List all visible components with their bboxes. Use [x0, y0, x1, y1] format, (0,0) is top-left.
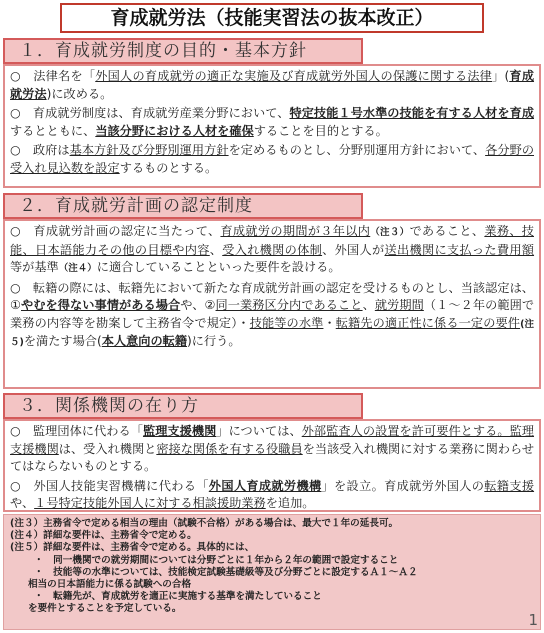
s1-paragraph-2: [10, 105, 534, 140]
note-5-bullet-2-cont: 相当の日本語能力に係る試験への合格: [28, 579, 192, 591]
text: 」については、: [216, 424, 302, 438]
underlined: 転籍支援: [484, 478, 535, 493]
emphasis: 当該分野における人材を確保: [95, 123, 254, 138]
underlined: 同一業務区分内であること: [215, 298, 363, 312]
text: （１～２年の範囲で業務の内容等を勘案して主務省令で規定）・: [10, 298, 535, 330]
text: を追加。: [265, 496, 315, 510]
underlined: 転籍先の適正性に係る一定の要件: [335, 315, 521, 330]
text: するものとする。: [119, 160, 218, 175]
note-5-bullet-3: ・ 転籍先が、育成就労を適正に実施する基準を満たしていること: [34, 591, 322, 603]
text: ・: [323, 315, 336, 330]
note-5-bullet-1: ・ 同一機関での就労期間については分野ごとに１年から２年の範囲で設定すること: [34, 554, 399, 566]
text: であること、: [409, 224, 485, 238]
underlined: 基本方針及び分野別運用方針: [69, 143, 229, 157]
underlined: 密接な関係を有する役職員: [156, 441, 303, 456]
note-ref: （注４）: [58, 263, 97, 274]
underlined: 育成就労の期間が３年以内: [220, 224, 371, 238]
text: 」を設立。育成就労外国人の: [321, 478, 485, 493]
section-2-body: [3, 219, 541, 389]
s1-paragraph-3: [10, 142, 534, 177]
note-5: (注５）詳細な要件は、主務省令で定める。具体的には、: [10, 542, 255, 554]
section-1-heading: １．育成就労制度の目的・基本方針: [3, 38, 363, 64]
text: 」(: [492, 69, 510, 83]
underlined: 技能等の水準: [249, 315, 324, 330]
text: するとともに、: [10, 123, 96, 138]
section-3-heading: ３．関係機関の在り方: [3, 393, 363, 419]
s1-paragraph-1: [10, 68, 534, 103]
text: 、: [362, 298, 375, 312]
text: ○ 政府は: [10, 143, 70, 157]
underlined: 業務、技能、日本語能力その他の目標や内容: [10, 224, 534, 257]
text: 、外国人が: [322, 242, 385, 257]
underlined: 送出機関に支払った費用額: [384, 242, 535, 257]
emphasis: やむを得ない事情がある場合: [21, 298, 181, 312]
underlined: 受入れ機関の体制: [222, 242, 323, 257]
text: に適合していることといった要件を設ける。: [96, 260, 341, 274]
text: ○ 外国人技能実習機構に代わる「: [10, 478, 209, 493]
page-title: 育成就労法（技能実習法の抜本改正）: [60, 3, 484, 33]
text: ○ 育成就労計画の認定に当たって、: [10, 224, 221, 238]
law-short-name: 育成就労法: [10, 69, 535, 101]
note-5-bullet-2: ・ 技能等の水準については、技能検定試験基礎級等及び分野ごとに設定するＡ１～Ａ２: [34, 566, 418, 578]
text: や、: [10, 496, 35, 510]
underlined: １号特定技能外国人に対する相談援助業務: [34, 496, 266, 510]
text: ○ 転籍の際には、転籍先において新たな育成就労計画の認定を受けるものとし、当該認定は、①: [10, 280, 534, 312]
note-3: (注３）主務省令で定める相当の理由（試験不合格）がある場合は、最大で１年の延長可。: [10, 518, 399, 529]
emphasis: 本人意向の転籍: [101, 334, 188, 348]
s3-paragraph-2: [10, 478, 534, 513]
text: 等が基準: [10, 260, 59, 274]
note-5-tail: を要件とすることを予定している。: [28, 603, 182, 615]
text: を満たす場合(: [23, 334, 102, 348]
s2-paragraph-1: [10, 223, 534, 278]
text: することを目的とする。: [253, 123, 388, 138]
underlined: 各分野の受入れ見込数を設定: [10, 143, 535, 175]
text: )に改める。: [46, 86, 113, 101]
text: は、受入れ機関と: [58, 441, 157, 456]
law-name: 外国人の育成就労の適正な実施及び育成就労外国人の保護に関する法律: [95, 69, 493, 83]
section-1-body: [3, 64, 541, 188]
page-number: 1: [528, 611, 538, 629]
emphasis: 特定技能１号水準の技能を有する人材を育成: [289, 106, 535, 120]
emphasis: 外国人育成就労機構: [208, 478, 322, 493]
note-ref: （注３）: [370, 227, 410, 238]
footnotes: [3, 514, 541, 630]
text: ○ 育成就労制度は、育成就労産業分野において、: [10, 106, 290, 120]
section-3-body: [3, 419, 541, 512]
underlined: 就労期間: [374, 298, 424, 312]
text: 、: [209, 242, 223, 257]
section-2-heading: ２．育成就労計画の認定制度: [3, 193, 363, 219]
text: )に行う。: [187, 334, 241, 348]
s2-paragraph-2: [10, 280, 534, 352]
note-ref: (注５): [10, 318, 535, 348]
text: を当該受入れ機関に対する業務に関わらせてはならないものとする。: [10, 441, 535, 473]
s3-paragraph-1: [10, 423, 534, 476]
emphasis: 監理支援機関: [142, 424, 217, 438]
text: ○ 監理団体に代わる「: [10, 424, 143, 438]
note-4: (注４）詳細な要件は、主務省令で定める。: [10, 530, 197, 542]
text: ○ 法律名を「: [10, 69, 96, 83]
text: や、②: [180, 298, 216, 312]
underlined: 外部監査人の設置を許可要件とする。監理支援機関: [10, 424, 535, 456]
text: を定めるものとし、分野別運用方針において、: [228, 143, 486, 157]
